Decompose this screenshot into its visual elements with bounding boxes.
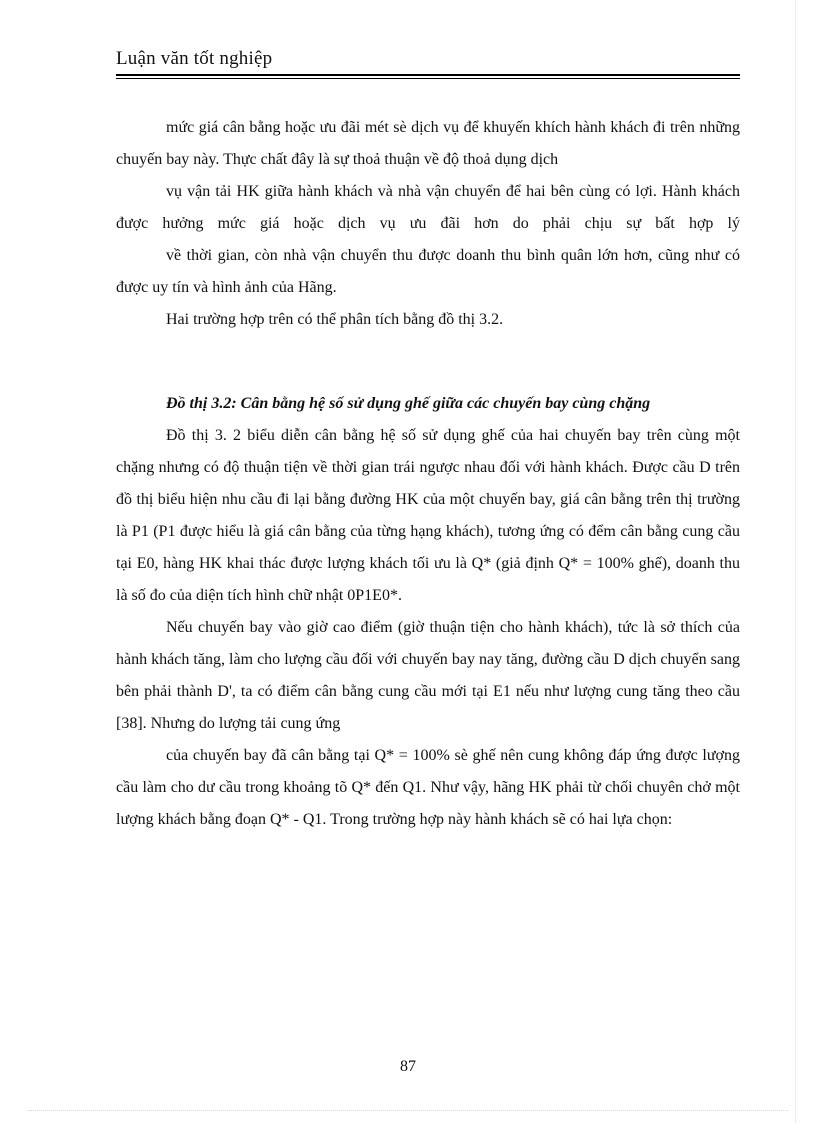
- section-gap: [116, 336, 740, 388]
- header-rule-thick: [116, 74, 740, 76]
- body-text: [116, 112, 740, 836]
- header-rule-thin: [116, 78, 740, 79]
- side-dotted-border: [795, 0, 796, 1123]
- figure-caption: Đồ thị 3.2: Cân bằng hệ số sử dụng ghế giữa các chuyến bay cùng chặng: [166, 395, 651, 412]
- paragraph: Đồ thị 3. 2 biểu diễn cân bằng hệ số sử dụng ghế của hai chuyến bay trên cùng một chặng nhưng có độ thuận tiện về thời gian trái ngược nhau đối với hành khách. Được cầu D trên đồ thị biểu hiện nhu cầu đi lại bằng đường HK của một chuyến bay, giá cân bằng trên thị trường là P1 (P1 được hiểu là giá cân bằng của từng hạng khách), tương ứng có đểm cân bằng cung cầu tại E0, hàng HK khai thác được lượng khách tối ưu là Q* (giả định Q* = 100% ghế), doanh thu là số đo của diện tích hình chữ nhật 0P1E0*.: [116, 427, 740, 604]
- paragraph: vụ vận tải HK giữa hành khách và nhà vận chuyển để hai bên cùng có lợi. Hành khách được hưởng mức giá hoặc dịch vụ ưu đãi hơn do phải chịu sự bất hợp lý: [116, 183, 740, 232]
- paragraph: của chuyến bay đã cân bằng tại Q* = 100% sè ghế nên cung không đáp ứng được lượng cầu làm cho dư cầu trong khoảng tõ Q* đến Q1. Như vậy, hãng HK phải từ chối chuyên chở một lượng khách bằng đoạn Q* - Q1. Trong trường hợp này hành khách sẽ có hai lựa chọn:: [116, 747, 740, 828]
- paragraph: Hai trường hợp trên có thể phân tích bằng đồ thị 3.2.: [166, 311, 504, 328]
- paragraph: mức giá cân bằng hoặc ưu đãi mét sè dịch vụ để khuyến khích hành khách đi trên những chuyến bay này. Thực chất đây là sự thoả thuận về độ thoả dụng dịch: [116, 119, 740, 168]
- paragraph: Nếu chuyến bay vào giờ cao điểm (giờ thuận tiện cho hành khách), tức là sở thích của hành khách tăng, làm cho lượng cầu đối với chuyến bay nay tăng, đường cầu D dịch chuyển sang bên phải thành D', ta có điểm cân bằng cung cầu mới tại E1 nếu như lượng cung tăng theo cầu [38]. Nhưng do lượng tải cung ứng: [116, 619, 740, 732]
- page-number: 87: [400, 1058, 416, 1075]
- footer-dotted-border: [28, 1110, 788, 1111]
- paragraph: về thời gian, còn nhà vận chuyển thu được doanh thu bình quân lớn hơn, cũng như có được uy tín và hình ảnh của Hãng.: [116, 247, 740, 296]
- page-header-title: Luận văn tốt nghiệp: [116, 48, 273, 69]
